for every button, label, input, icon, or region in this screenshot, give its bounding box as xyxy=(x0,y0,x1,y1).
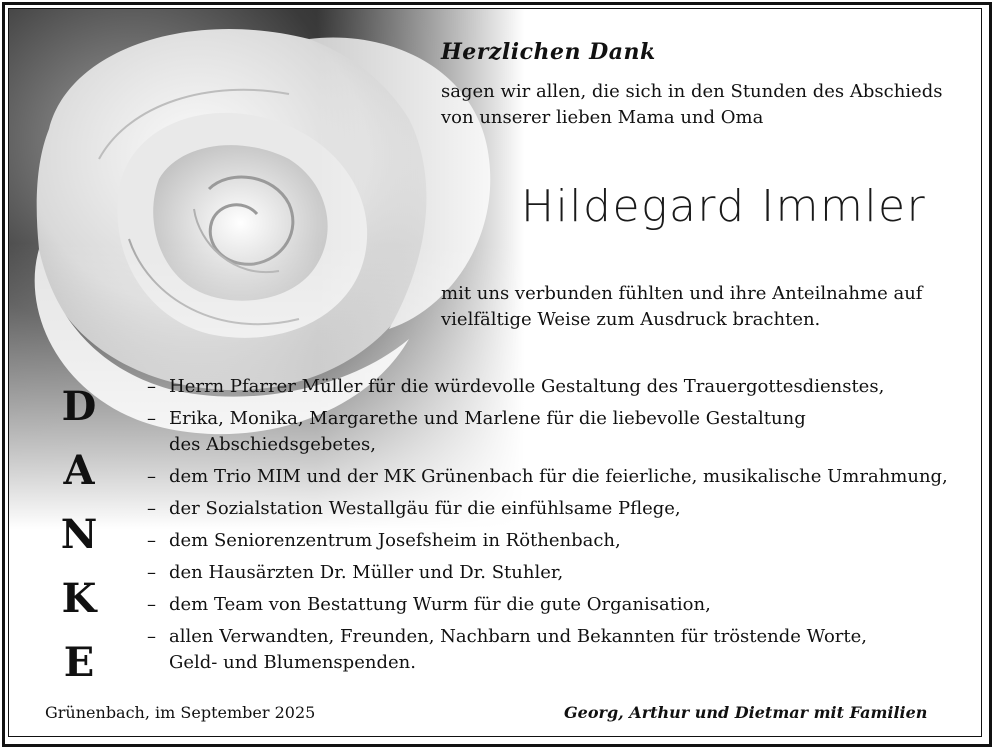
danke-letter: A xyxy=(63,447,95,494)
greeting-title: Herzlichen Dank xyxy=(441,39,656,65)
dash-bullet: – xyxy=(147,562,156,583)
family-signature: Georg, Arthur und Dietmar mit Familien xyxy=(564,703,928,722)
list-item-text: Herrn Pfarrer Müller für die würdevolle Gestaltung des Trauergottesdienstes, xyxy=(169,376,885,397)
intro-line: von unserer lieben Mama und Oma xyxy=(441,107,764,128)
list-item-text: den Hausärzten Dr. Müller und Dr. Stuhler, xyxy=(169,562,564,583)
intro-text xyxy=(441,79,981,131)
list-item xyxy=(147,464,977,490)
list-item-text: allen Verwandten, Freunden, Nachbarn und Bekannten für tröstende Worte, xyxy=(169,626,867,647)
dash-bullet: – xyxy=(147,376,156,397)
dash-bullet: – xyxy=(147,594,156,615)
list-item-text: dem Team von Bestattung Wurm für die gute Organisation, xyxy=(169,594,711,615)
list-item-text: dem Trio MIM und der MK Grünenbach für die feierliche, musikalische Umrahmung, xyxy=(169,466,948,487)
danke-letter: D xyxy=(61,383,97,430)
danke-letter: N xyxy=(60,511,98,558)
list-item xyxy=(147,560,977,586)
list-item xyxy=(147,528,977,554)
list-item xyxy=(147,374,977,400)
dash-bullet: – xyxy=(147,408,156,429)
outro-text xyxy=(441,281,981,333)
list-item-text: Erika, Monika, Margarethe und Marlene für die liebevolle Gestaltung xyxy=(169,408,806,429)
deceased-name: Hildegard Immler xyxy=(521,181,927,232)
notice-card xyxy=(8,8,982,737)
list-item xyxy=(147,624,977,676)
danke-letter: E xyxy=(63,639,95,686)
list-item xyxy=(147,406,977,458)
list-item-text: dem Seniorenzentrum Josefsheim in Röthenbach, xyxy=(169,530,621,551)
outro-line: mit uns verbunden fühlten und ihre Anteilnahme auf xyxy=(441,283,923,304)
dash-bullet: – xyxy=(147,498,156,519)
outro-line: vielfältige Weise zum Ausdruck brachten. xyxy=(441,309,821,330)
list-item xyxy=(147,496,977,522)
place-date: Grünenbach, im September 2025 xyxy=(45,703,316,722)
dash-bullet: – xyxy=(147,466,156,487)
thanks-list xyxy=(147,374,977,682)
danke-letter: K xyxy=(61,575,97,622)
intro-line: sagen wir allen, die sich in den Stunden des Abschieds xyxy=(441,81,943,102)
list-item-text: der Sozialstation Westallgäu für die einfühlsame Pflege, xyxy=(169,498,681,519)
danke-vertical-word xyxy=(49,375,109,695)
list-item xyxy=(147,592,977,618)
list-item-text-cont: des Abschiedsgebetes, xyxy=(169,434,376,455)
dash-bullet: – xyxy=(147,530,156,551)
dash-bullet: – xyxy=(147,626,156,647)
list-item-text-cont: Geld- und Blumenspenden. xyxy=(169,652,416,673)
